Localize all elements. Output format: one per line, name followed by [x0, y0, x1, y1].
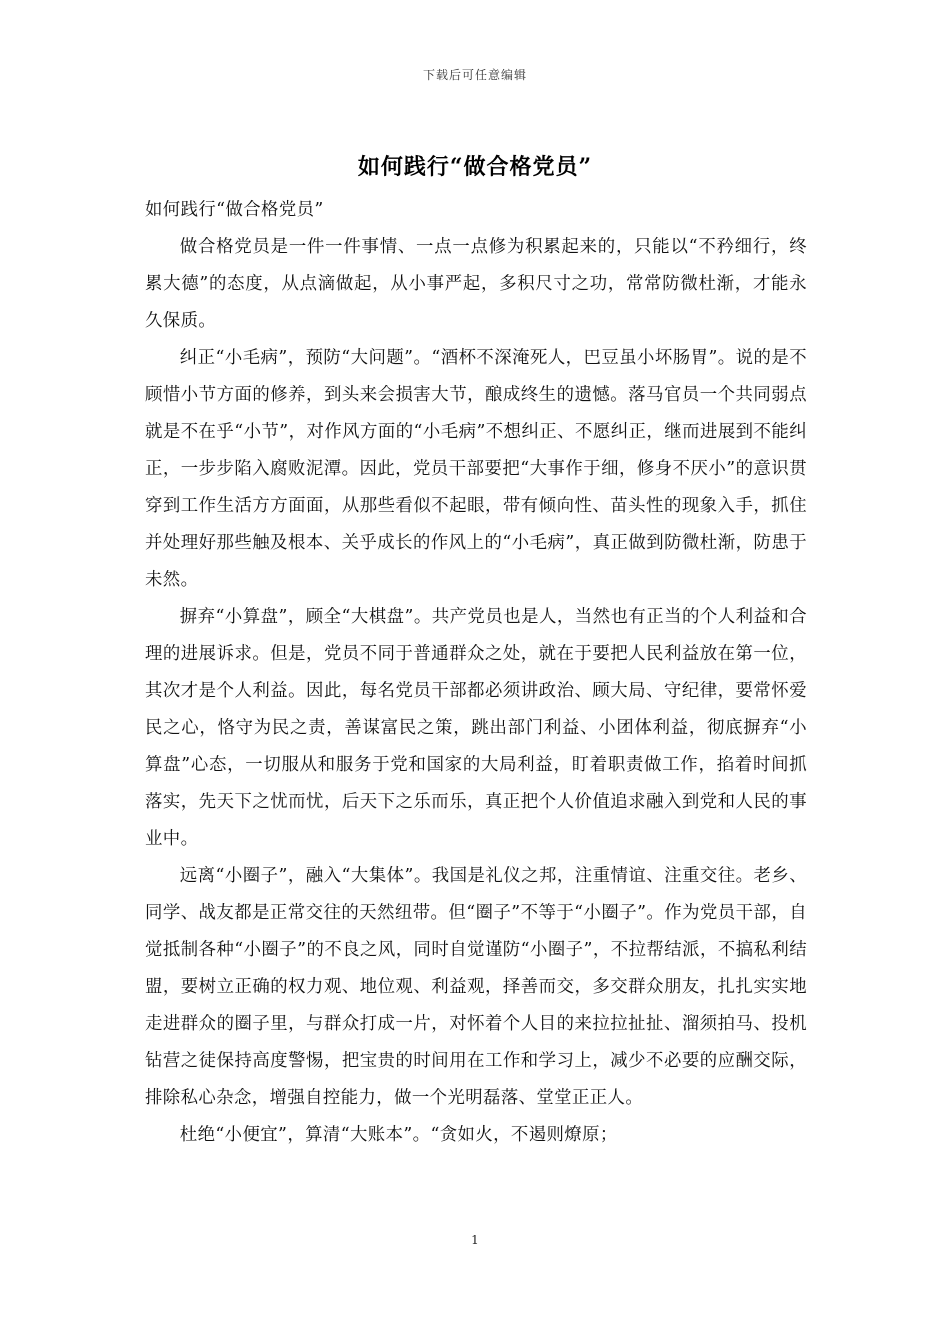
- paragraph-small-gains: 杜绝“小便宜”，算清“大账本”。“贪如火，不遏则燎原；: [179, 1125, 618, 1145]
- page-number: 1: [471, 1233, 479, 1247]
- document-subtitle: 如何践行“做合格党员”: [145, 200, 324, 220]
- paragraph-small-abacus: 摒弃“小算盘”，顾全“大棋盘”。共产党员也是人，当然也有正当的个人利益和合理的进展诉求。但是，党员不同于普通群众之处，就在于要把人民利益放在第一位，其次才是个人利益。因此，每名党员干部都必须讲政治、顾大局、守纪律，要常怀爱民之心，恪守为民之责，善谋富民之策，跳出部门利益、小团体利益，彻底摒弃“小算盘”心态，一切服从和服务于党和国家的大局利益，盯着职责做工作，掐着时间抓落实，先天下之忧而忧，后天下之乐而乐，真正把个人价值追求融入到党和人民的事业中。: [145, 607, 807, 849]
- paragraph-small-faults: 纠正“小毛病”，预防“大问题”。“酒杯不深淹死人，巴豆虽小坏肠胃”。说的是不顾惜小节方面的修养，到头来会损害大节，酿成终生的遗憾。落马官员一个共同弱点就是不在乎“小节”，对作风方面的“小毛病”不想纠正、不愿纠正，继而进展到不能纠正，一步步陷入腐败泥潭。因此，党员干部要把“大事作于细，修身不厌小”的意识贯穿到工作生活方方面面，从那些看似不起眼，带有倾向性、苗头性的现象入手，抓住并处理好那些触及根本、关乎成长的作风上的“小毛病”，真正做到防微杜渐，防患于未然。: [145, 348, 807, 590]
- document-body: [145, 192, 807, 1154]
- paragraph-small-circles: 远离“小圈子”，融入“大集体”。我国是礼仪之邦，注重情谊、注重交往。老乡、同学、战友都是正常交往的天然纽带。但“圈子”不等于“小圈子”。作为党员干部，自觉抵制各种“小圈子”的不良之风，同时自觉谨防“小圈子”，不拉帮结派，不搞私利结盟，要树立正确的权力观、地位观、利益观，择善而交，多交群众朋友，扎扎实实地走进群众的圈子里，与群众打成一片，对怀着个人目的来拉拉扯扯、溜须拍马、投机钻营之徒保持高度警惕，把宝贵的时间用在工作和学习上，减少不必要的应酬交际，排除私心杂念，增强自控能力，做一个光明磊落、堂堂正正人。: [145, 866, 807, 1108]
- paragraph-intro: 做合格党员是一件一件事情、一点一点修为积累起来的，只能以“不矜细行，终累大德”的态度，从点滴做起，从小事严起，多积尺寸之功，常常防微杜渐，才能永久保质。: [145, 237, 807, 331]
- document-title: 如何践行“做合格党员”: [357, 154, 593, 180]
- header-note: 下载后可任意编辑: [422, 68, 527, 82]
